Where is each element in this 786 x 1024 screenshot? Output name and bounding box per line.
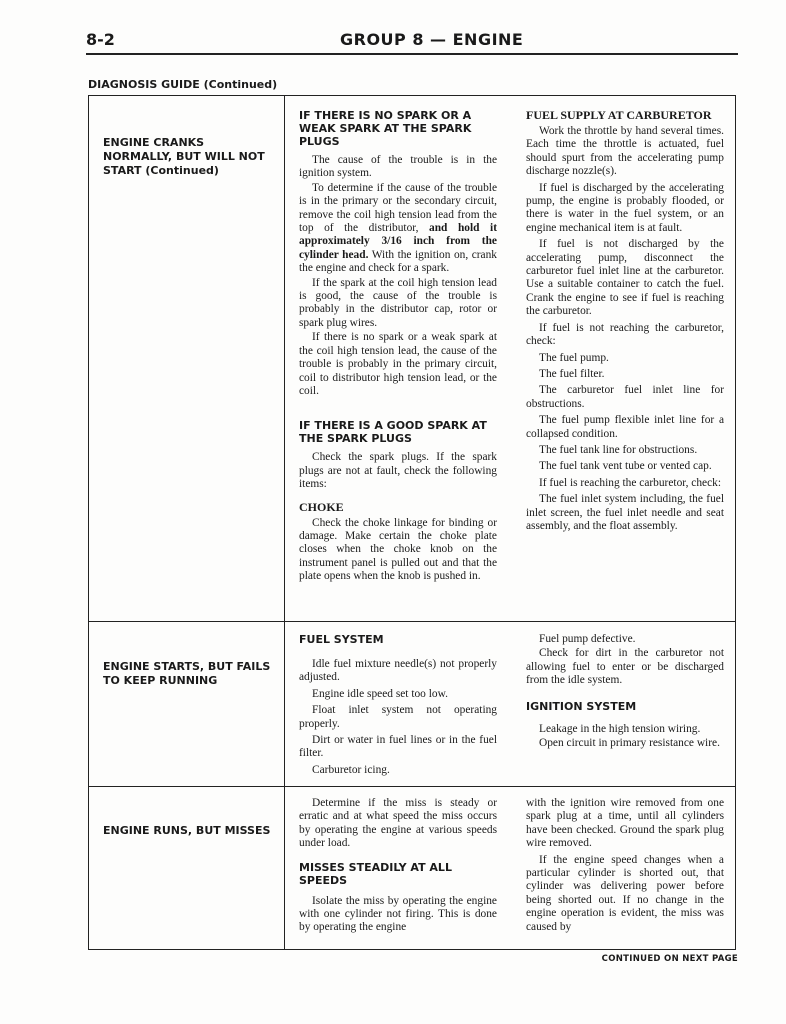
procedure-column xyxy=(299,109,497,585)
paragraph: If the spark at the coil high tension lead is good, the cause of the trouble is probably in the distributor cap, rotor or spark plug wires. xyxy=(299,276,497,329)
paragraph: Work the throttle by hand several times. Each time the throttle is actuated, fuel should spurt from the accelerating pump discharge nozzle(s). xyxy=(526,125,724,178)
subheading: MISSES STEADILY AT ALL SPEEDS xyxy=(299,860,452,887)
paragraph: If the engine speed changes when a particular cylinder is shorted out, that cylinder was delivering power before being shorted out. If no change in the engine operation is evident, the miss was caused by xyxy=(526,853,724,933)
condition-label: ENGINE RUNS, BUT MISSES xyxy=(103,824,271,837)
paragraph: Engine idle speed set too low. xyxy=(312,687,448,700)
paragraph: The carburetor fuel inlet line for obstructions. xyxy=(526,384,724,410)
paragraph: Determine if the miss is steady or erratic and at what speed the miss occurs by operating the engine at various speeds under load. xyxy=(299,797,497,850)
paragraph: Check the spark plugs. If the spark plugs are not at fault, check the following items: xyxy=(299,451,497,491)
paragraph xyxy=(299,182,497,276)
procedure-column xyxy=(299,633,497,778)
procedure-column xyxy=(526,633,724,751)
paragraph: Dirt or water in fuel lines or in the fuel filter. xyxy=(299,734,497,760)
paragraph: The fuel pump. xyxy=(539,351,609,364)
paragraph: If fuel is reaching the carburetor, check: xyxy=(539,476,722,489)
subheading: IGNITION SYSTEM xyxy=(526,699,637,713)
procedure-column xyxy=(526,797,724,935)
page-number: 8-2 xyxy=(86,30,115,49)
subheading: FUEL SUPPLY AT CARBURETOR xyxy=(526,108,712,122)
row-divider xyxy=(89,786,735,787)
paragraph: The fuel tank vent tube or vented cap. xyxy=(539,460,712,473)
paragraph: Idle fuel mixture needle(s) not properly adjusted. xyxy=(299,658,497,684)
procedure-column xyxy=(299,797,497,936)
bold-text-run: and hold it approximately 3/16 inch from the cylinder head. xyxy=(299,222,497,261)
paragraph: If fuel is discharged by the accelerating pump, the engine is probably flooded, or there is water in the fuel system, or an engine mechanical item is at fault. xyxy=(526,181,724,234)
paragraph: Isolate the miss by operating the engine with one cylinder not firing. This is done by operating the engine xyxy=(299,894,497,934)
paragraph: Check for dirt in the carburetor not allowing fuel to enter or be discharged from the idle system. xyxy=(526,647,724,687)
diagnosis-table xyxy=(88,95,736,950)
paragraph: The fuel pump flexible inlet line for a collapsed condition. xyxy=(526,414,724,440)
paragraph: If there is no spark or a weak spark at the coil high tension lead, the cause of the trouble is probably in the primary circuit, coil to distributor high tension lead, or the coil. xyxy=(299,331,497,397)
header-rule xyxy=(86,53,738,55)
paragraph: If fuel is not reaching the carburetor, check: xyxy=(526,321,724,348)
paragraph: with the ignition wire removed from one spark plug at a time, until all cylinders have been checked. Ground the spark plug wire removed. xyxy=(526,797,724,850)
paragraph: If fuel is not discharged by the accelerating pump, disconnect the carburetor fuel inlet line at the carburetor. Use a suitable container to catch the fuel. Crank the engine to see if fuel is reaching the carburetor. xyxy=(526,238,724,318)
paragraph: Fuel pump defective. xyxy=(539,633,636,645)
column-divider xyxy=(284,96,285,949)
group-title: GROUP 8 — ENGINE xyxy=(340,30,524,49)
condition-label: ENGINE CRANKS NORMALLY, BUT WILL NOT START (Continued) xyxy=(103,136,265,177)
paragraph: Leakage in the high tension wiring. xyxy=(539,722,701,735)
paragraph: The fuel tank line for obstructions. xyxy=(539,443,698,456)
section-heading: DIAGNOSIS GUIDE (Continued) xyxy=(88,78,278,91)
subheading: IF THERE IS NO SPARK OR A WEAK SPARK AT THE SPARK PLUGS xyxy=(299,109,472,148)
paragraph: Check the choke linkage for binding or damage. Make certain the choke plate closes when the choke knob on the instrument panel is pulled out and that the plate opens when the knob is pushed in. xyxy=(299,516,497,583)
subheading: IF THERE IS A GOOD SPARK AT THE SPARK PLUGS xyxy=(299,419,487,446)
procedure-column xyxy=(526,109,724,534)
text-run: To determine if the cause of the trouble is in the primary or the secondary circuit, remove the coil high tension lead from the top of the distributor, xyxy=(299,181,497,235)
subheading: CHOKE xyxy=(299,499,344,514)
text-run: With the ignition on, crank the engine and check for a spark. xyxy=(299,248,497,275)
paragraph: The fuel filter. xyxy=(539,367,605,380)
condition-label: ENGINE STARTS, BUT FAILS TO KEEP RUNNING xyxy=(103,660,271,687)
paragraph: The cause of the trouble is in the ignition system. xyxy=(299,154,497,180)
subheading: FUEL SYSTEM xyxy=(299,633,384,646)
paragraph: Float inlet system not operating properly. xyxy=(299,704,497,730)
paragraph: Carburetor icing. xyxy=(312,763,390,776)
continued-note: CONTINUED ON NEXT PAGE xyxy=(601,954,738,964)
paragraph: The fuel inlet system including, the fuel inlet screen, the fuel inlet needle and seat assembly, and the float assembly. xyxy=(526,493,724,532)
paragraph: Open circuit in primary resistance wire. xyxy=(539,737,720,750)
row-divider xyxy=(89,621,735,622)
